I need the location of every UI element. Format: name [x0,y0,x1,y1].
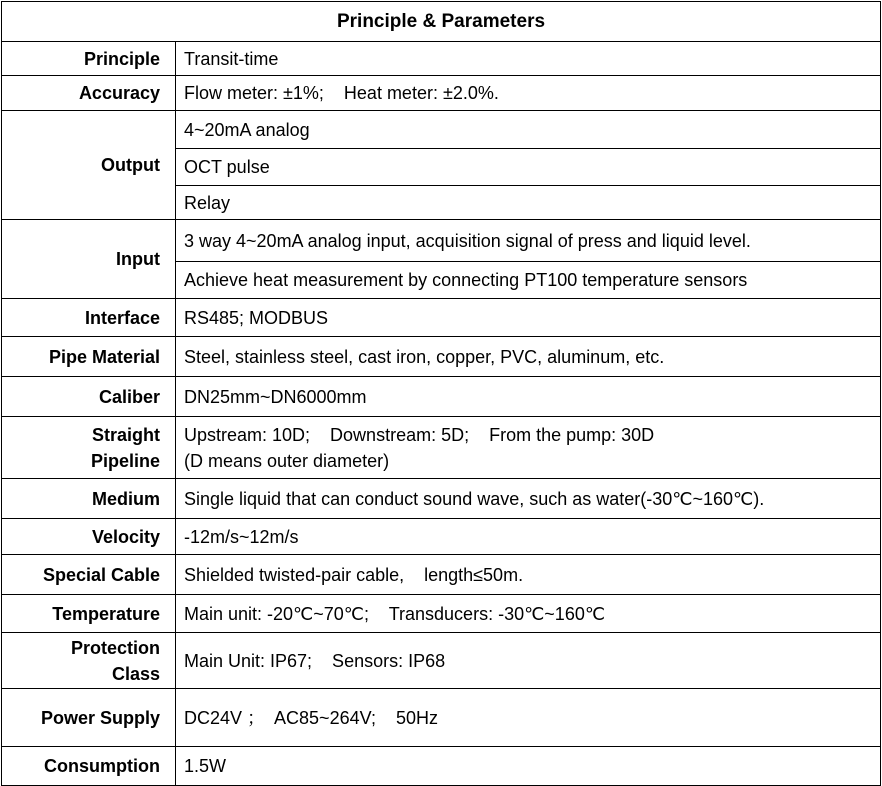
table-row [2,633,881,689]
table-row [2,519,881,555]
power-supply-value: DC24V ； AC85~264V; 50Hz [176,689,881,747]
table-row [2,299,881,337]
table-row [2,377,881,417]
consumption-value: 1.5W [176,747,881,786]
table-row [2,337,881,377]
pipe-material-value: Steel, stainless steel, cast iron, copper, PVC, aluminum, etc. [176,337,881,377]
consumption-label: Consumption [2,747,176,786]
table-row [2,595,881,633]
caliber-value: DN25mm~DN6000mm [176,377,881,417]
table-row [2,220,881,262]
principle-value: Transit-time [176,42,881,76]
protection-class-label-line-2: Class [111,663,160,684]
temperature-value: Main unit: -20℃~70℃; Transducers: -30℃~160℃ [176,595,881,633]
protection-class-value: Main Unit: IP67; Sensors: IP68 [176,633,881,689]
table-title: Principle & Parameters [2,2,881,42]
table-row [2,76,881,111]
table-row [2,555,881,595]
medium-value: Single liquid that can conduct sound wave, such as water(-30℃~160℃). [176,479,881,519]
table-row [2,689,881,747]
pipe-material-label: Pipe Material [2,337,176,377]
input-value-1: 3 way 4~20mA analog input, acquisition signal of press and liquid level. [176,220,881,262]
straight-pipeline-value [176,417,881,479]
velocity-label: Velocity [2,519,176,555]
output-label: Output [2,111,176,220]
velocity-value: -12m/s~12m/s [176,519,881,555]
power-supply-label: Power Supply [2,689,176,747]
table-row [2,42,881,76]
straight-pipeline-label-line-2: Pipeline [90,450,160,471]
principle-label: Principle [2,42,176,76]
protection-class-label [2,633,176,689]
table-row [2,479,881,519]
input-label: Input [2,220,176,299]
table-header-row [2,2,881,42]
table-row [2,417,881,479]
table-row [2,747,881,786]
straight-pipeline-label-line-1: Straight [91,424,160,445]
output-value-3: Relay [176,186,881,220]
medium-label: Medium [2,479,176,519]
protection-class-label-line-1: Protection [70,637,160,658]
special-cable-label: Special Cable [2,555,176,595]
temperature-label: Temperature [2,595,176,633]
straight-pipeline-value-line-2: (D means outer diameter) [184,450,390,471]
accuracy-value: Flow meter: ±1%; Heat meter: ±2.0%. [176,76,881,111]
special-cable-value: Shielded twisted-pair cable, length≤50m. [176,555,881,595]
interface-label: Interface [2,299,176,337]
table-row [2,111,881,149]
parameters-table [1,1,881,786]
straight-pipeline-value-line-1: Upstream: 10D; Downstream: 5D; From the pump: 30D [184,424,655,445]
output-value-1: 4~20mA analog [176,111,881,149]
accuracy-label: Accuracy [2,76,176,111]
straight-pipeline-label [2,417,176,479]
output-value-2: OCT pulse [176,149,881,186]
interface-value: RS485; MODBUS [176,299,881,337]
input-value-2: Achieve heat measurement by connecting PT100 temperature sensors [176,262,881,299]
caliber-label: Caliber [2,377,176,417]
